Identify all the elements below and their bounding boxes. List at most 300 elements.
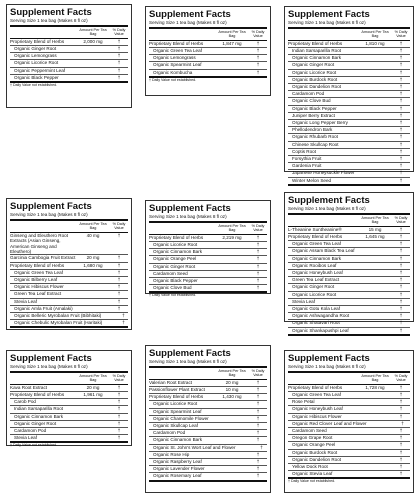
daily-value-mark: † <box>399 464 403 470</box>
ingredient-amount: 2,219 mg <box>222 234 242 240</box>
ingredient-row <box>149 452 267 459</box>
ingredient-row <box>288 421 410 428</box>
amount-header: Amount Per Tea Bag <box>79 374 107 383</box>
daily-value-mark: † <box>256 278 260 284</box>
ingredient-row <box>288 178 410 186</box>
daily-value-mark: † <box>122 320 125 326</box>
ingredient-name: Organic Ginger Root <box>292 284 335 290</box>
ingredient-name: Organic Clove Bud <box>292 98 331 104</box>
ingredient-row <box>288 442 410 449</box>
column-headers <box>288 373 410 385</box>
ingredient-name: Organic Skullcap Leaf <box>153 423 198 429</box>
amount-header: Amount Per Tea Bag <box>79 222 107 231</box>
ingredient-amount: 1,810 mg <box>365 40 385 46</box>
ingredient-row <box>149 401 267 408</box>
daily-value-mark: † <box>117 255 121 261</box>
ingredient-row <box>288 120 410 127</box>
ingredient-name: Organic Dandelion Root <box>292 456 342 462</box>
daily-value-mark: † <box>117 67 121 73</box>
daily-value-mark: † <box>399 170 403 176</box>
ingredient-row <box>10 46 128 53</box>
footnote: † Daily Value not established. <box>10 443 58 448</box>
facts-panel <box>145 6 271 96</box>
ingredient-name: Cardamom Pod <box>153 430 186 436</box>
ingredient-row <box>288 77 410 84</box>
daily-value-mark: † <box>399 277 403 283</box>
daily-value-mark: † <box>399 234 403 240</box>
panel-title: Supplement Facts <box>288 9 370 20</box>
ingredient-row <box>10 435 128 443</box>
daily-value-mark: † <box>256 437 260 443</box>
ingredient-row <box>288 234 410 241</box>
ingredient-row <box>288 163 410 170</box>
ingredient-row <box>10 255 128 262</box>
ingredient-row <box>288 55 410 62</box>
ingredient-name: Coptis Root <box>292 148 317 154</box>
facts-panel <box>6 350 132 446</box>
daily-value-mark: † <box>399 134 403 140</box>
daily-value-mark: † <box>399 406 403 412</box>
panel-title: Supplement Facts <box>10 201 92 212</box>
footnote: † Daily Value not established. <box>10 83 58 88</box>
ingredient-name: Organic Shatavari Root <box>292 320 340 326</box>
ingredient-row <box>288 227 410 234</box>
ingredient-name: Organic Green Tea Leaf <box>14 269 63 275</box>
ingredient-row <box>149 445 267 452</box>
ingredient-name: Organic Licorice Root <box>153 401 198 407</box>
ingredient-row <box>10 75 128 83</box>
panel-title: Supplement Facts <box>149 348 231 359</box>
ingredient-name: Organic St. John's Wort Leaf and Flower <box>153 444 236 450</box>
facts-panel <box>284 350 414 493</box>
ingredient-row <box>149 459 267 466</box>
ingredient-name: Proprietary Blend of Herbs <box>10 392 65 398</box>
serving-size: Serving Size 1 tea bag (Makes 8 fl oz) <box>288 20 410 29</box>
ingredient-name: Organic Raspberry Leaf <box>153 459 202 465</box>
daily-value-mark: † <box>117 392 121 398</box>
ingredient-name: Organic Red Clover Leaf and Flower <box>292 420 367 426</box>
daily-value-mark: † <box>399 241 403 247</box>
daily-value-mark: † <box>256 234 260 240</box>
ingredient-row <box>149 271 267 278</box>
daily-value-mark: † <box>399 428 403 434</box>
ingredient-name: Organic Gotu Kola Leaf <box>292 306 341 312</box>
daily-value-mark: † <box>256 401 260 407</box>
daily-value-mark: † <box>399 76 403 82</box>
daily-value-mark: † <box>399 127 403 133</box>
ingredient-amount: 1,680 mg <box>83 262 103 268</box>
daily-value-mark: † <box>256 263 260 269</box>
ingredient-row <box>288 320 410 327</box>
ingredient-row <box>10 399 128 406</box>
daily-value-mark: † <box>117 262 121 268</box>
daily-value-mark: † <box>401 420 404 426</box>
daily-value-mark: † <box>117 232 121 238</box>
ingredient-row <box>10 53 128 60</box>
daily-value-mark: † <box>399 55 403 61</box>
ingredient-name: Organic Spearmint Leaf <box>153 62 202 68</box>
column-headers <box>149 223 267 235</box>
daily-value-mark: † <box>399 435 403 441</box>
ingredient-row <box>149 409 267 416</box>
ingredient-row <box>10 313 128 320</box>
ingredient-name: Organic Rosemary Leaf <box>153 473 202 479</box>
ingredient-row <box>288 471 410 479</box>
ingredient-name: Organic Licorice Root <box>292 69 337 75</box>
panel-title: Supplement Facts <box>149 203 231 214</box>
ingredient-name: Organic Lemongrass <box>14 53 57 59</box>
ingredient-name: Cardamom Seed <box>292 428 327 434</box>
serving-size: Serving Size 1 tea bag (Makes 8 fl oz) <box>10 18 128 27</box>
column-headers <box>10 373 128 385</box>
ingredient-row <box>288 385 410 392</box>
footnote: † Daily Value not established. <box>149 77 197 82</box>
ingredient-row <box>288 464 410 471</box>
daily-value-header: % Daily Value <box>112 374 126 383</box>
ingredient-name: Organic Chamomile Flower <box>153 415 209 421</box>
ingredient-row <box>10 428 128 435</box>
ingredient-name: Garcinia Cambogia Fruit Extract <box>10 255 76 261</box>
daily-value-mark: † <box>399 399 403 405</box>
ingredient-name: Cardamom Pod <box>14 428 47 434</box>
ingredient-name: Organic Kombucha <box>153 69 193 75</box>
serving-size: Serving Size 1 tea bag (Makes 8 fl oz) <box>149 214 267 223</box>
daily-value-mark: † <box>256 387 260 393</box>
ingredient-row <box>10 299 128 306</box>
ingredient-name: Gardenia Fruit <box>292 163 322 169</box>
ingredient-row <box>288 414 410 421</box>
facts-panel <box>284 192 414 333</box>
ingredient-amount: 15 mg <box>368 226 382 232</box>
ingredient-name: Japanese Honeysuckle Flower <box>292 170 355 176</box>
daily-value-mark: † <box>117 53 121 59</box>
ingredient-name: Organic Cinnamon Bark <box>153 437 203 443</box>
daily-value-mark: † <box>122 313 125 319</box>
ingredient-row <box>10 284 128 291</box>
daily-value-mark: † <box>399 306 403 312</box>
daily-value-mark: † <box>399 141 403 147</box>
ingredient-amount: 10 mg <box>225 387 239 393</box>
ingredient-name: Proprietary Blend of Herbs <box>149 40 204 46</box>
daily-value-mark: † <box>256 48 260 54</box>
ingredient-name: Organic Licorice Root <box>153 242 198 248</box>
daily-value-header: % Daily Value <box>251 369 265 378</box>
daily-value-mark: † <box>399 69 403 75</box>
ingredient-name: Organic Black Pepper <box>153 278 198 284</box>
daily-value-mark: † <box>256 285 260 291</box>
daily-value-mark: † <box>117 399 121 405</box>
ingredient-name: Winter Melon Seed <box>292 177 332 183</box>
ingredient-name: Organic Ashwagandha Root <box>292 313 350 319</box>
ingredient-name: Organic Black Pepper <box>292 105 337 111</box>
ingredient-name: Organic Honeybush Leaf <box>292 270 343 276</box>
daily-value-mark: † <box>256 69 260 75</box>
ingredient-row <box>10 263 128 270</box>
ingredient-row <box>288 277 410 284</box>
daily-value-mark: † <box>256 473 260 479</box>
ingredient-row <box>288 263 410 270</box>
ingredient-amount: 20 mg <box>86 384 100 390</box>
ingredient-amount: 1,847 mg <box>222 40 242 46</box>
daily-value-mark: † <box>399 98 403 104</box>
ingredient-row <box>288 91 410 98</box>
ingredient-name: Oregon Grape Root <box>292 435 333 441</box>
daily-value-mark: † <box>256 423 260 429</box>
ingredient-name: Organic Peppermint Leaf <box>14 67 66 73</box>
footnote: † Daily Value not established. <box>288 479 336 484</box>
ingredient-row <box>149 242 267 249</box>
ingredient-row <box>10 392 128 399</box>
daily-value-mark: † <box>256 394 260 400</box>
daily-value-header: % Daily Value <box>394 30 408 39</box>
ingredient-row <box>149 264 267 271</box>
daily-value-mark: † <box>399 62 403 68</box>
ingredient-row <box>149 380 267 387</box>
ingredient-row <box>10 306 128 313</box>
serving-size: Serving Size 1 tea bag (Makes 8 fl oz) <box>149 359 267 368</box>
ingredient-amount: 1,430 mg <box>222 394 242 400</box>
column-headers <box>10 221 128 233</box>
ingredient-name: Indian Sarsaparilla Root <box>292 48 342 54</box>
ingredient-name: Ginseng and Eleuthero Root Extracts (Asian Ginseng, American Ginseng and Eleuthero) <box>10 232 68 255</box>
ingredient-name: Organic Rooibos Leaf <box>292 262 337 268</box>
ingredient-amount: 1,728 mg <box>365 384 385 390</box>
ingredient-row <box>149 55 267 62</box>
amount-header: Amount Per Tea Bag <box>218 30 246 39</box>
ingredient-row <box>10 320 128 328</box>
daily-value-mark: † <box>256 62 260 68</box>
ingredient-name: Organic Green Tea Leaf <box>292 392 341 398</box>
ingredient-name: Organic Cinnamon Bark <box>292 55 342 61</box>
ingredient-name: Juniper Berry Extract <box>292 112 335 118</box>
daily-value-mark: † <box>399 112 403 118</box>
ingredient-name: Forsythia Fruit <box>292 156 322 162</box>
daily-value-mark: † <box>399 177 403 183</box>
ingredient-row <box>288 284 410 291</box>
daily-value-mark: † <box>256 256 260 262</box>
daily-value-mark: † <box>399 270 403 276</box>
ingredient-name: Organic Lemongrass <box>153 55 196 61</box>
ingredient-name: Passionflower Plant Extract <box>149 387 205 393</box>
amount-header: Amount Per Tea Bag <box>79 28 107 37</box>
daily-value-mark: † <box>260 444 263 450</box>
ingredient-row <box>10 233 128 256</box>
daily-value-mark: † <box>117 277 121 283</box>
ingredient-row <box>288 170 410 177</box>
daily-value-mark: † <box>117 38 121 44</box>
ingredient-name: Organic Burdock Root <box>292 76 338 82</box>
daily-value-mark: † <box>256 451 260 457</box>
daily-value-mark: † <box>399 48 403 54</box>
ingredient-row <box>149 41 267 48</box>
ingredient-name: Organic Hibiscus Flower <box>292 413 342 419</box>
serving-size: Serving Size 1 tea bag (Makes 8 fl oz) <box>149 20 267 29</box>
ingredient-row <box>10 39 128 46</box>
ingredient-name: Yellow Dock Root <box>292 464 328 470</box>
daily-value-mark: † <box>256 270 260 276</box>
ingredient-name: Organic Cinnamon Bark <box>153 249 203 255</box>
daily-value-mark: † <box>117 406 121 412</box>
ingredient-row <box>288 84 410 91</box>
ingredient-name: Organic Cinnamon Bark <box>14 413 64 419</box>
panel-title: Supplement Facts <box>288 195 370 206</box>
daily-value-header: % Daily Value <box>112 28 126 37</box>
ingredient-row <box>149 256 267 263</box>
ingredient-row <box>288 134 410 141</box>
amount-header: Amount Per Tea Bag <box>361 30 389 39</box>
ingredient-row <box>288 428 410 435</box>
ingredient-amount: 2,000 mg <box>83 38 103 44</box>
ingredient-row <box>149 416 267 423</box>
ingredient-name: Green Tea Leaf Extract <box>14 291 62 297</box>
daily-value-mark: † <box>399 471 403 477</box>
daily-value-mark: † <box>117 305 121 311</box>
daily-value-mark: † <box>399 384 403 390</box>
daily-value-mark: † <box>399 262 403 268</box>
ingredient-row <box>288 457 410 464</box>
ingredient-row <box>288 435 410 442</box>
ingredient-row <box>288 62 410 69</box>
column-headers <box>149 29 267 41</box>
ingredient-name: Chinese Skullcap Root <box>292 141 339 147</box>
daily-value-mark: † <box>399 320 403 326</box>
serving-size: Serving Size 1 tea bag (Makes 8 fl oz) <box>288 206 410 215</box>
ingredient-name: Indian Sarsaparilla Root <box>14 406 64 412</box>
daily-value-mark: † <box>117 413 121 419</box>
ingredient-row <box>288 292 410 299</box>
ingredient-name: Organic Assam Black Tea Leaf <box>292 248 355 254</box>
ingredient-row <box>10 60 128 67</box>
ingredient-row <box>149 430 267 437</box>
ingredient-name: Valerian Root Extract <box>149 379 193 385</box>
ingredient-name: Cardamom Pod <box>292 91 325 97</box>
ingredient-name: Organic Ginger Root <box>14 46 57 52</box>
daily-value-mark: † <box>117 384 121 390</box>
daily-value-mark: † <box>399 449 403 455</box>
ingredient-name: Proprietary Blend of Herbs <box>149 394 204 400</box>
daily-value-mark: † <box>117 428 121 434</box>
daily-value-header: % Daily Value <box>394 216 408 225</box>
daily-value-mark: † <box>117 269 121 275</box>
serving-size: Serving Size 1 tea bag (Makes 8 fl oz) <box>10 212 128 221</box>
ingredient-name: Organic Rose Hip <box>153 451 190 457</box>
daily-value-mark: † <box>399 456 403 462</box>
daily-value-mark: † <box>117 284 121 290</box>
daily-value-mark: † <box>399 291 403 297</box>
ingredient-name: Organic Green Tea Leaf <box>153 48 202 54</box>
ingredient-row <box>288 306 410 313</box>
ingredient-name: Organic Hibiscus Flower <box>14 284 64 290</box>
daily-value-mark: † <box>399 40 403 46</box>
amount-header: Amount Per Tea Bag <box>361 374 389 383</box>
ingredient-amount: 1,961 mg <box>83 392 103 398</box>
ingredient-amount: 1,645 mg <box>365 234 385 240</box>
footnote: † Daily Value not established. <box>149 293 197 298</box>
ingredient-row <box>288 406 410 413</box>
ingredient-row <box>149 473 267 481</box>
ingredient-row <box>288 270 410 277</box>
ingredient-name: Stevia Leaf <box>14 435 37 441</box>
ingredient-row <box>10 385 128 392</box>
panel-title: Supplement Facts <box>288 353 370 364</box>
daily-value-mark: † <box>117 60 121 66</box>
daily-value-mark: † <box>399 105 403 111</box>
ingredient-row <box>288 98 410 105</box>
ingredient-name: Phellodendron Bark <box>292 127 333 133</box>
daily-value-mark: † <box>117 46 121 52</box>
facts-panel <box>145 345 271 493</box>
ingredient-row <box>288 241 410 248</box>
daily-value-mark: † <box>399 163 403 169</box>
ingredient-name: Organic Spearmint Leaf <box>153 408 202 414</box>
daily-value-mark: † <box>399 248 403 254</box>
ingredient-row <box>149 62 267 69</box>
daily-value-mark: † <box>399 84 403 90</box>
ingredient-row <box>288 156 410 163</box>
panel-title: Supplement Facts <box>10 353 92 364</box>
ingredient-name: Organic Licorice Root <box>14 60 59 66</box>
ingredient-row <box>288 70 410 77</box>
daily-value-mark: † <box>117 298 121 304</box>
daily-value-mark: † <box>399 255 403 261</box>
daily-value-mark: † <box>256 466 260 472</box>
ingredient-name: Organic Belleric Myrobalan Fruit (Bibhitaki) <box>14 313 102 319</box>
daily-value-header: % Daily Value <box>112 222 126 231</box>
ingredient-name: Organic Ginger Root <box>153 263 196 269</box>
ingredient-row <box>149 437 267 444</box>
ingredient-row <box>149 285 267 293</box>
ingredient-name: Green Tea Leaf Extract <box>292 277 340 283</box>
facts-panel <box>145 200 271 298</box>
daily-value-mark: † <box>117 291 121 297</box>
ingredient-name: Organic Rhubarb Root <box>292 134 338 140</box>
ingredient-name: Organic Stevia Leaf <box>292 471 333 477</box>
ingredient-name: Proprietary Blend of Herbs <box>10 38 65 44</box>
ingredient-name: Proprietary Blend of Herbs <box>288 384 343 390</box>
daily-value-header: % Daily Value <box>394 374 408 383</box>
ingredient-row <box>149 70 267 78</box>
amount-header: Amount Per Tea Bag <box>218 224 246 233</box>
ingredient-row <box>10 414 128 421</box>
ingredient-row <box>288 48 410 55</box>
ingredient-row <box>10 277 128 284</box>
ingredient-row <box>288 450 410 457</box>
ingredient-name: Carob Pod <box>14 399 36 405</box>
column-headers <box>10 27 128 39</box>
ingredient-name: Organic Shankapushpi Leaf <box>292 327 349 333</box>
ingredient-name: Organic Lavender Flower <box>153 466 205 472</box>
ingredient-row <box>288 328 410 336</box>
ingredient-name: Proprietary Blend of Herbs <box>10 262 65 268</box>
daily-value-mark: † <box>117 435 121 441</box>
daily-value-mark: † <box>256 459 260 465</box>
daily-value-mark: † <box>117 420 121 426</box>
daily-value-mark: † <box>399 298 403 304</box>
ingredient-name: Organic Long Pepper Berry <box>292 120 348 126</box>
daily-value-mark: † <box>256 40 260 46</box>
ingredient-row <box>288 313 410 320</box>
ingredient-name: Stevia Leaf <box>292 298 315 304</box>
facts-panel <box>6 4 132 108</box>
daily-value-mark: † <box>256 379 260 385</box>
daily-value-mark: † <box>399 327 403 333</box>
facts-panel <box>6 198 132 330</box>
ingredient-name: Rose Petal <box>292 399 315 405</box>
serving-size: Serving Size 1 tea bag (Makes 8 fl oz) <box>10 364 128 373</box>
daily-value-mark: † <box>256 415 260 421</box>
ingredient-amount: 20 mg <box>225 379 239 385</box>
ingredient-row <box>10 270 128 277</box>
